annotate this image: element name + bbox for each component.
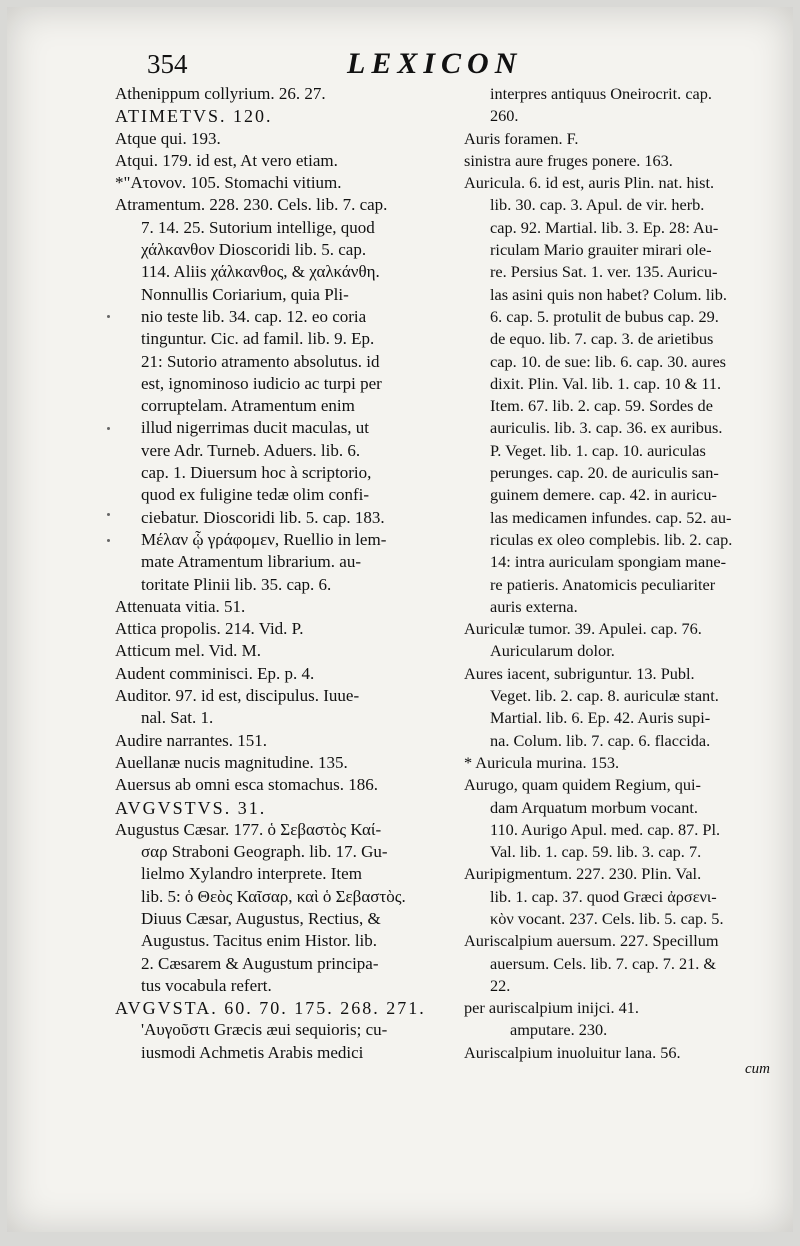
margin-mark: [107, 513, 110, 516]
text-line: las asini quis non habet? Colum. lib.: [490, 284, 727, 304]
text-line: riculam Mario grauiter mirari ole-: [490, 240, 712, 260]
text-line: *"Ατονον. 105. Stomachi vitium.: [115, 173, 342, 193]
text-line: lib. 30. cap. 3. Apul. de vir. herb.: [490, 195, 705, 215]
text-line: auris externa.: [490, 596, 578, 616]
text-line: dixit. Plin. Val. lib. 1. cap. 10 & 11.: [490, 373, 722, 393]
text-line: χάλκανθον Dioscoridi lib. 5. cap.: [141, 240, 367, 260]
text-line: las medicamen infundes. cap. 52. au-: [490, 507, 732, 527]
text-line: Atramentum. 228. 230. Cels. lib. 7. cap.: [115, 195, 388, 215]
margin-mark: [107, 539, 110, 542]
text-line: Diuus Cæsar, Augustus, Rectius, &: [141, 908, 381, 928]
text-line: tus vocabula refert.: [141, 975, 272, 995]
text-line: amputare. 230.: [510, 1020, 608, 1040]
text-line: ATIMETVS. 120.: [115, 106, 273, 127]
text-line: κὸν vocant. 237. Cels. lib. 5. cap. 5.: [490, 908, 724, 928]
text-line: Attica propolis. 214. Vid. P.: [115, 619, 304, 639]
text-line: de equo. lib. 7. cap. 3. de arietibus: [490, 329, 714, 349]
text-line: cap. 92. Martial. lib. 3. Ep. 28: Au-: [490, 217, 719, 237]
text-line: Attenuata vitia. 51.: [115, 596, 246, 616]
text-line: auriculis. lib. 3. cap. 36. ex auribus.: [490, 418, 723, 438]
text-line: sinistra aure fruges ponere. 163.: [464, 150, 673, 170]
text-line: Aures iacent, subriguntur. 13. Publ.: [464, 663, 695, 683]
text-line: Aurugo, quam quidem Regium, qui-: [464, 775, 701, 795]
text-line: auersum. Cels. lib. 7. cap. 7. 21. &: [490, 953, 717, 973]
page-number: 354: [147, 49, 188, 79]
text-line: σαρ Straboni Geograph. lib. 17. Gu-: [141, 842, 388, 862]
text-line: quod ex fuligine tedæ olim confi-: [141, 485, 370, 505]
text-line: AVGVSTA. 60. 70. 175. 268. 271.: [115, 998, 426, 1019]
text-line: nal. Sat. 1.: [141, 708, 214, 728]
catchword: cum: [745, 1061, 770, 1077]
text-line: Atqui. 179. id est, At vero etiam.: [115, 150, 338, 170]
text-line: 2. Cæsarem & Augustum principa-: [141, 953, 379, 973]
text-line: iusmodi Achmetis Arabis medici: [141, 1042, 364, 1062]
margin-mark: [107, 427, 110, 430]
text-line: Audent comminisci. Ep. p. 4.: [115, 663, 315, 683]
text-line: re patieris. Anatomicis peculiariter: [490, 574, 716, 594]
text-line: Val. lib. 1. cap. 59. lib. 3. cap. 7.: [490, 842, 702, 862]
text-line: Veget. lib. 2. cap. 8. auriculæ stant.: [490, 686, 719, 706]
text-line: Auriscalpium inuoluitur lana. 56.: [464, 1042, 681, 1062]
text-line: corruptelam. Atramentum enim: [141, 396, 355, 416]
right-column: [464, 83, 789, 1064]
text-line: mate Atramentum librarium. au-: [141, 552, 361, 572]
text-line: Augustus Cæsar. 177. ὁ Σεβαστὸς Καί-: [115, 819, 382, 839]
text-line: 22.: [490, 975, 511, 995]
text-line: Auditor. 97. id est, discipulus. Iuue-: [115, 686, 360, 706]
text-line: est, ignominoso iudicio ac turpi per: [141, 373, 382, 393]
text-line: Audire narrantes. 151.: [115, 730, 268, 750]
text-line: cap. 10. de sue: lib. 6. cap. 30. aures: [490, 351, 727, 371]
text-line: 6. cap. 5. protulit de bubus cap. 29.: [490, 306, 719, 326]
text-line: 114. Aliis χάλκανθος, & χαλκάνθη.: [141, 262, 380, 282]
text-line: Athenippum collyrium. 26. 27.: [115, 84, 326, 103]
text-line: 21: Sutorio atramento absolutus. id: [141, 351, 380, 371]
text-line: tinguntur. Cic. ad famil. lib. 9. Ep.: [141, 329, 375, 349]
text-line: lielmo Xylandro interprete. Item: [141, 864, 362, 884]
text-line: 260.: [490, 106, 519, 126]
left-column: [115, 83, 465, 1064]
text-line: Nonnullis Coriarium, quia Pli-: [141, 284, 349, 304]
text-line: Auris foramen. F.: [464, 128, 579, 148]
text-line: re. Persius Sat. 1. ver. 135. Auricu-: [490, 262, 718, 282]
text-line: * Auricula murina. 153.: [464, 752, 620, 772]
text-line: nio teste lib. 34. cap. 12. eo coria: [141, 306, 367, 326]
text-line: toritate Plinii lib. 35. cap. 6.: [141, 574, 332, 594]
text-line: lib. 5: ὁ Θεὸς Καῖσαρ, καὶ ὁ Σεβαστὸς.: [141, 886, 406, 906]
margin-mark: [107, 315, 110, 318]
text-line: 7. 14. 25. Sutorium intellige, quod: [141, 217, 375, 237]
text-line: Atticum mel. Vid. M.: [115, 641, 261, 661]
text-line: guinem demere. cap. 42. in auricu-: [490, 485, 717, 505]
text-line: riculas ex oleo complebis. lib. 2. cap.: [490, 529, 733, 549]
text-line: vere Adr. Turneb. Aduers. lib. 6.: [141, 440, 361, 460]
text-line: Martial. lib. 6. Ep. 42. Auris supi-: [490, 708, 711, 728]
text-line: Atque qui. 193.: [115, 128, 221, 148]
text-line: illud nigerrimas ducit maculas, ut: [141, 418, 370, 438]
text-line: na. Colum. lib. 7. cap. 6. flaccida.: [490, 730, 711, 750]
text-line: ciebatur. Dioscoridi lib. 5. cap. 183.: [141, 507, 385, 527]
text-line: Item. 67. lib. 2. cap. 59. Sordes de: [490, 396, 713, 416]
text-line: 14: intra auriculam spongiam mane-: [490, 552, 727, 572]
text-line: Auellanæ nucis magnitudine. 135.: [115, 752, 348, 772]
text-line: per auriscalpium inijci. 41.: [464, 998, 639, 1018]
text-line: Μέλαν ᾧ γράφομεν, Ruellio in lem-: [141, 529, 387, 549]
text-line: lib. 1. cap. 37. quod Græci ἀρσενι-: [490, 886, 717, 906]
text-line: Auricularum dolor.: [490, 641, 615, 661]
text-line: Augustus. Tacitus enim Histor. lib.: [141, 931, 378, 951]
text-line: Auersus ab omni esca stomachus. 186.: [115, 775, 378, 795]
text-line: P. Veget. lib. 1. cap. 10. auriculas: [490, 440, 706, 460]
text-line: interpres antiquus Oneirocrit. cap.: [490, 84, 712, 103]
book-page: [7, 7, 793, 1232]
text-line: 'Αυγοῦστι Græcis æui sequioris; cu-: [141, 1020, 388, 1040]
text-line: dam Arquatum morbum vocant.: [490, 797, 698, 817]
text-line: Auriculæ tumor. 39. Apulei. cap. 76.: [464, 619, 702, 639]
text-line: perunges. cap. 20. de auriculis san-: [490, 463, 719, 483]
text-line: AVGVSTVS. 31.: [115, 797, 267, 818]
text-line: 110. Aurigo Apul. med. cap. 87. Pl.: [490, 819, 721, 839]
text-line: Auripigmentum. 227. 230. Plin. Val.: [464, 864, 702, 884]
text-line: cap. 1. Diuersum hoc à scriptorio,: [141, 463, 372, 483]
text-line: Auricula. 6. id est, auris Plin. nat. hist.: [464, 173, 715, 193]
text-line: Auriscalpium auersum. 227. Specillum: [464, 931, 719, 951]
page-title: LEXICON: [347, 47, 523, 80]
